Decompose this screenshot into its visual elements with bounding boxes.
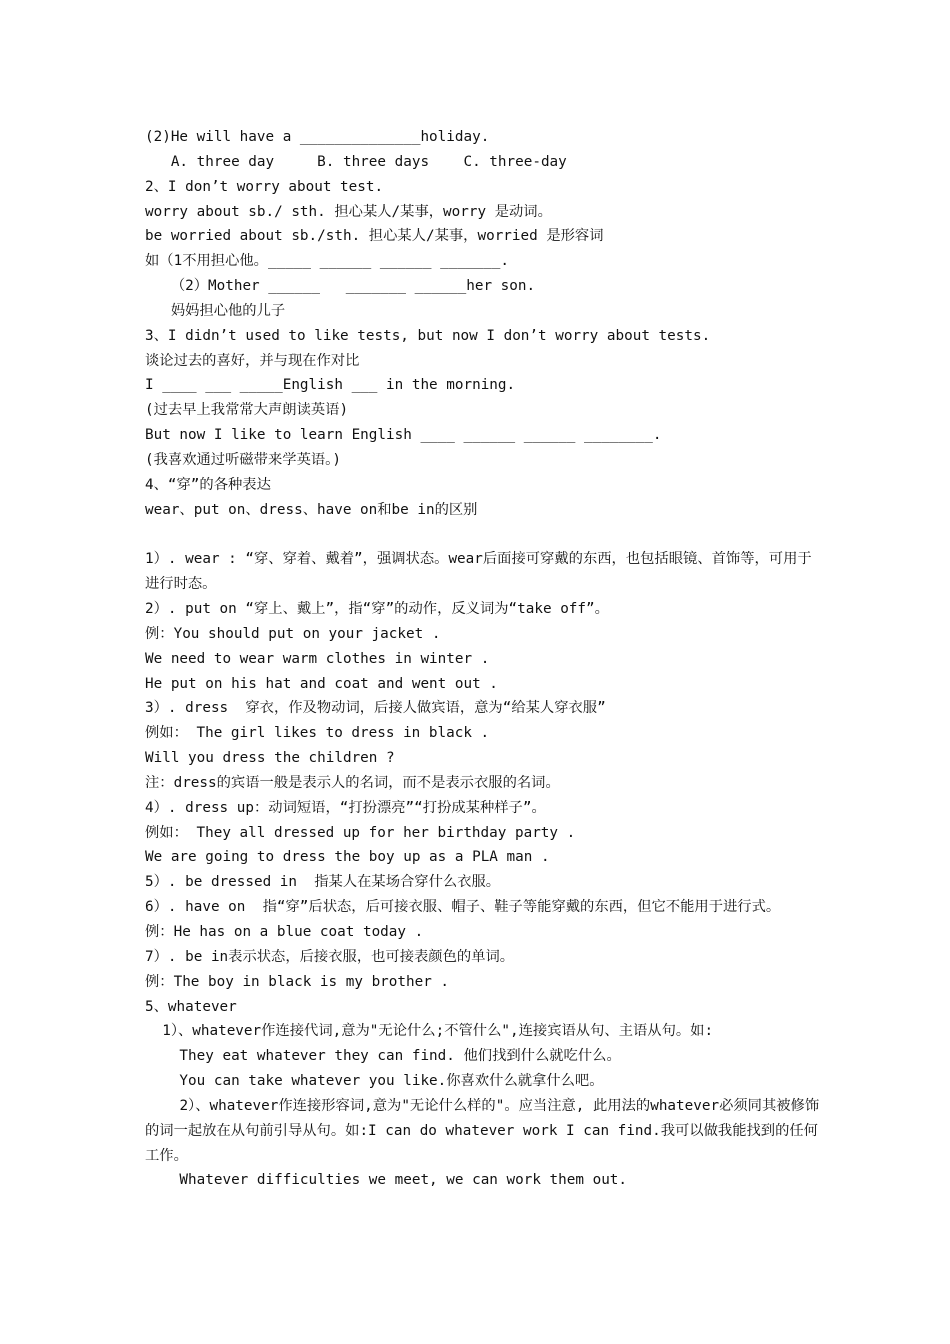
text-line: 2、I don’t worry about test. [145, 178, 384, 195]
text-line: You can take whatever you like.你喜欢什么就拿什么吧。 [145, 1073, 604, 1090]
text-line: 4、“穿”的各种表达 [145, 476, 271, 493]
text-line: He put on his hat and coat and went out . [145, 675, 498, 692]
text-line: Will you dress the children ? [145, 750, 395, 767]
text-line: 例：He has on a blue coat today . [145, 924, 424, 940]
text-line: 例如： The girl likes to dress in black . [145, 725, 490, 742]
text-line: 例如： They all dressed up for her birthday party . [145, 824, 576, 841]
text-line: I ____ ___ _____English ___ in the morning. [145, 377, 516, 394]
text-line: 谈论过去的喜好，并与现在作对比 [145, 352, 360, 369]
text-line: 例：You should put on your jacket . [145, 625, 441, 642]
document-body [145, 125, 825, 1193]
text-line: 7）. be in表示状态，后接衣服，也可接表颜色的单词。 [145, 948, 515, 965]
text-line: wear、put on、dress、have on和be in的区别 [145, 501, 478, 518]
text-line: 1）、whatever作连接代词,意为"无论什么;不管什么",连接宾语从句、主语从句。如: [145, 1023, 714, 1040]
text-line: 例：The boy in black is my brother . [145, 973, 450, 990]
text-line: 4）. dress up：动词短语，“打扮漂亮”“打扮成某种样子”。 [145, 799, 546, 816]
text-line: (2)He will have a ______________holiday. [145, 129, 490, 145]
text-line: 如（1不用担心他。_____ ______ ______ _______. [145, 253, 509, 270]
text-line: We are going to dress the boy up as a PLA man . [145, 849, 550, 866]
text-line: (过去早上我常常大声朗读英语) [145, 402, 349, 419]
text-line: A. three day B. three days C. three-day [145, 153, 567, 170]
text-line: 5）. be dressed in 指某人在某场合穿什么衣服。 [145, 874, 501, 891]
text-line: worry about sb./ sth. 担心某人/某事，worry 是动词。 [145, 203, 552, 220]
text-line: 5、whatever [145, 998, 237, 1015]
text-line: 2）. put on “穿上、戴上”，指“穿”的动作，反义词为“take off”。 [145, 601, 609, 618]
text-line: 3）. dress 穿衣，作及物动词，后接人做宾语，意为“给某人穿衣服” [145, 700, 606, 717]
blank-line [145, 523, 825, 548]
text-line: 1）. wear : “穿、穿着、戴着”，强调状态。wear后面接可穿戴的东西，也包括眼镜、首饰等，可用于进行时态。 [145, 551, 812, 593]
text-line: be worried about sb./sth. 担心某人/某事，worried 是形容词 [145, 228, 604, 245]
text-line: 注：dress的宾语一般是表示人的名词，而不是表示衣服的名词。 [145, 774, 560, 791]
text-line: （2）Mother ______ _______ ______her son. [145, 278, 536, 295]
text-line: But now I like to learn English ____ ______ ______ ________. [145, 427, 662, 444]
text-line: Whatever difficulties we meet, we can work them out. [145, 1172, 628, 1189]
text-line: 6）. have on 指“穿”后状态，后可接衣服、帽子、鞋子等能穿戴的东西，但它不能用于进行式。 [145, 899, 781, 916]
text-line: We need to wear warm clothes in winter . [145, 650, 490, 667]
text-line: 2）、whatever作连接形容词,意为"无论什么样的"。应当注意, 此用法的whatever必须同其被修饰的词一起放在从句前引导从句。如:I can do whatever work I can find.我可以做我能找到的任何工作。 [145, 1097, 820, 1164]
text-line: 妈妈担心他的儿子 [145, 302, 286, 319]
text-line: (我喜欢通过听磁带来学英语。) [145, 451, 341, 468]
text-line: They eat whatever they can find. 他们找到什么就吃什么。 [145, 1048, 621, 1065]
text-line: 3、I didn’t used to like tests, but now I don’t worry about tests. [145, 327, 711, 344]
